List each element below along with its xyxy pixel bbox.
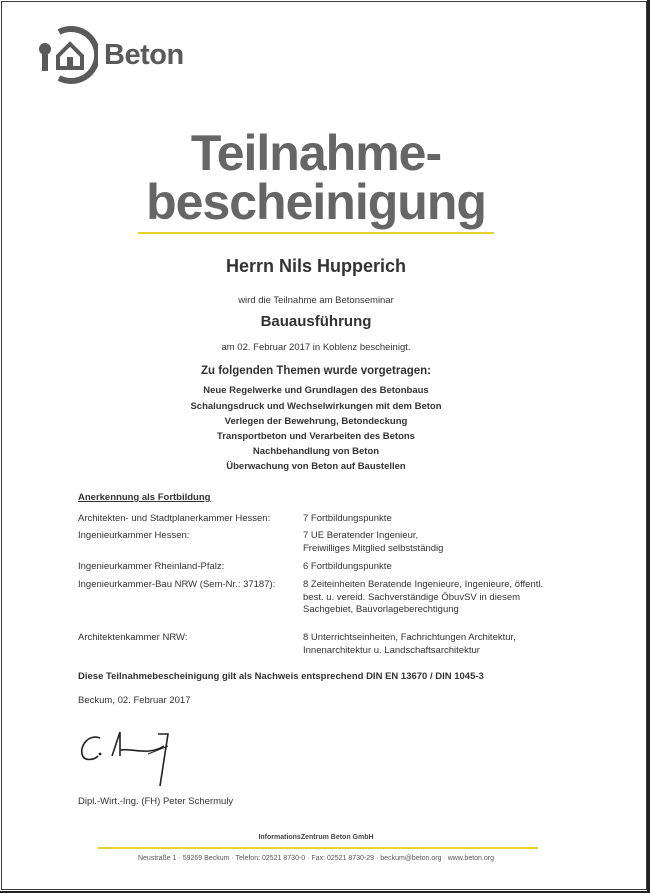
recipient-name: Herrn Nils Hupperich — [225, 256, 407, 276]
intro-text: wird die Teilnahme am Betonseminar — [238, 295, 394, 306]
recognition-body: Architektenkammer NRW: — [78, 632, 188, 643]
recognition-credit: 8 Unterrichtseinheiten, Fachrichtungen Architektur, Innenarchitektur u. Landschaftsarchitektur — [303, 632, 516, 656]
topic-item: Verlegen der Bewehrung, Betondeckung — [224, 416, 408, 427]
title-line-1: Teilnahme- — [190, 125, 442, 181]
recognition-credit: 7 Fortbildungspunkte — [303, 513, 392, 524]
date-location: am 02. Februar 2017 in Koblenz bescheinigt. — [221, 342, 411, 353]
topic-item: Nachbehandlung von Beton — [252, 446, 380, 457]
place-date: Beckum, 02. Februar 2017 — [78, 695, 191, 706]
recognition-credit: 7 UE Beratender Ingenieur, Freiwilliges Mitglied selbstständig — [303, 530, 444, 554]
footer-address: Neustraße 1 · 59269 Beckum · Telefon: 02521 8730-0 · Fax: 02521 8730-29 · beckum@beton.org · www.beton.org — [137, 855, 494, 862]
topic-item: Schalungsdruck und Wechselwirkungen mit dem Beton — [190, 401, 442, 412]
topic-item: Transportbeton und Verarbeiten des Betons — [217, 431, 415, 442]
footer-line — [98, 847, 538, 849]
title-line-2: bescheinigung — [146, 174, 486, 230]
recognition-heading: Anerkennung als Fortbildung — [78, 492, 211, 503]
logo-text: Beton — [104, 38, 184, 71]
signature — [78, 726, 188, 788]
topics-heading: Zu folgenden Themen wurde vorgetragen: — [200, 365, 432, 377]
recognition-body: Architekten- und Stadtplanerkammer Hessen: — [78, 513, 271, 524]
recognition-body: Ingenieurkammer Hessen: — [78, 530, 190, 541]
signer-name: Dipl.-Wirt.-Ing. (FH) Peter Schermuly — [78, 796, 234, 807]
topic-item: Neue Regelwerke und Grundlagen des Betonbaus — [203, 385, 429, 396]
recognition-body: Ingenieurkammer Rheinland-Pfalz: — [78, 561, 225, 572]
seminar-title: Bauausführung — [260, 313, 372, 330]
recognition-credit: 6 Fortbildungspunkte — [303, 561, 392, 572]
recognition-credit: 8 Zeiteinheiten Beratende Ingenieure, Ingenieure, öffentl. best. u. vereid. Sachverständige ÖbuvSV in diesem Sachgebiet, Bauvorlageberechtigung — [303, 579, 544, 615]
footer-org: InformationsZentrum Beton GmbH — [258, 834, 374, 841]
validity-statement: Diese Teilnahmebescheinigung gilt als Nachweis entsprechend DIN EN 13670 / DIN 1045-3 — [78, 671, 484, 682]
house-key-icon — [36, 26, 98, 84]
topic-item: Überwachung von Beton auf Baustellen — [226, 461, 406, 472]
recognition-body: Ingenieurkammer-Bau NRW (Sem-Nr.: 37187): — [78, 579, 276, 590]
beton-logo — [36, 26, 184, 84]
title-underline — [138, 232, 494, 234]
